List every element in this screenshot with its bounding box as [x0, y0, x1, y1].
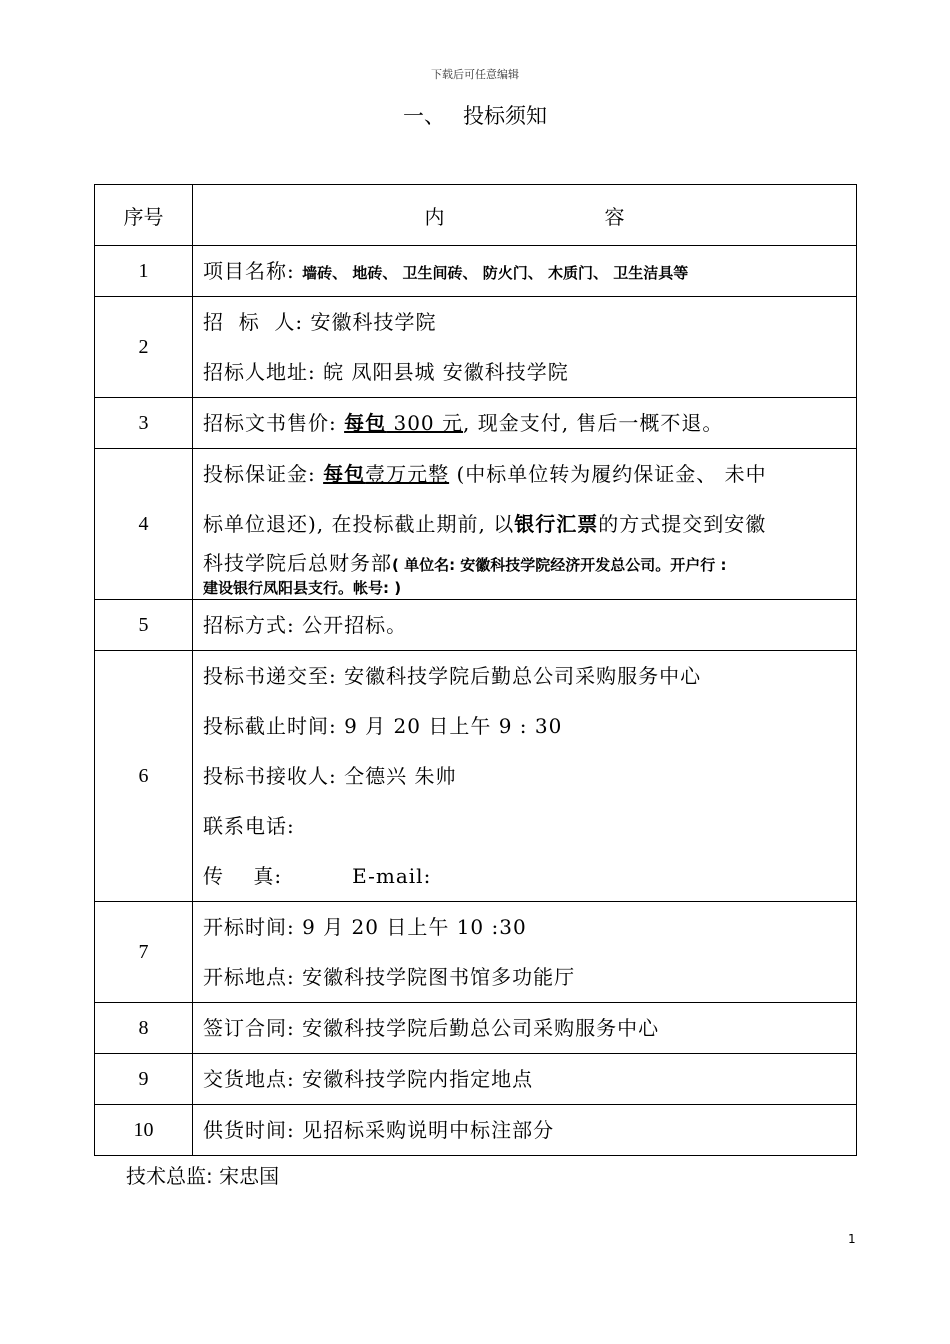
deposit-per-package: 每包: [323, 462, 366, 486]
header-content-label-b: 容: [604, 204, 625, 229]
tenderer-address: 招标人地址: 皖 凤阳县城 安徽科技学院: [203, 360, 569, 384]
row-number: 9: [95, 1054, 193, 1105]
email-label: E-mail:: [352, 864, 432, 888]
row-content: [193, 297, 857, 398]
deposit-terms-2a: 标单位退还), 在投标截止期前, 以: [203, 512, 515, 536]
header-content-label-a: 内: [424, 204, 445, 229]
row-number: 10: [95, 1105, 193, 1156]
header-serial-cell: [95, 185, 193, 246]
table-row: [95, 297, 857, 398]
row-number: 6: [95, 651, 193, 902]
deposit-terms: (中标单位转为履约保证金、 未中: [449, 462, 767, 486]
document-price-label: 招标文书售价:: [203, 411, 345, 435]
table-row: [95, 1003, 857, 1054]
table-row: [95, 600, 857, 651]
project-name-label: 项目名称:: [203, 259, 303, 283]
document-title: [0, 100, 950, 130]
delivery-location: 交货地点: 安徽科技学院内指定地点: [203, 1067, 534, 1091]
row-number: 1: [95, 246, 193, 297]
row-number: 5: [95, 600, 193, 651]
row-content: [193, 246, 857, 297]
contract-signing: 签订合同: 安徽科技学院后勤总公司采购服务中心: [203, 1016, 660, 1040]
header-content-cell: [193, 185, 857, 246]
supply-time: 供货时间: 见招标采购说明中标注部分: [203, 1118, 555, 1142]
page-number: 1: [848, 1232, 856, 1246]
deposit-label: 投标保证金:: [203, 462, 324, 486]
deposit-bank-draft: 银行汇票: [514, 512, 599, 536]
table-row: [95, 398, 857, 449]
contact-phone: 联系电话:: [203, 814, 295, 838]
row-number: 3: [95, 398, 193, 449]
row-content: [193, 1105, 857, 1156]
row-content: [193, 1054, 857, 1105]
row-content: [193, 902, 857, 1003]
table-row: [95, 902, 857, 1003]
table-row: [95, 449, 857, 600]
deposit-amount: 壹万元整: [365, 462, 450, 486]
table-row: [95, 246, 857, 297]
bid-submission-location: 投标书递交至: 安徽科技学院后勤总公司采购服务中心: [203, 664, 702, 688]
bidding-notice-table: [94, 184, 857, 1156]
technical-director-signoff: 技术总监: 宋忠国: [126, 1164, 280, 1188]
row-content: [193, 600, 857, 651]
project-name-value: 墙砖、 地砖、 卫生间砖、 防火门、 木质门、 卫生洁具等: [302, 264, 689, 282]
header-note: 下载后可任意编辑: [431, 68, 519, 81]
bid-deadline: 投标截止时间: 9 月 20 日上午 9 : 30: [203, 714, 563, 738]
row-number: 8: [95, 1003, 193, 1054]
title-text: 投标须知: [463, 104, 547, 128]
row-number: 4: [95, 449, 193, 600]
header-serial-label: 序号: [123, 206, 164, 229]
table-row: [95, 1054, 857, 1105]
table-row: [95, 651, 857, 902]
row-content: [193, 651, 857, 902]
title-number: 一、: [403, 104, 445, 128]
document-price-amount: 300 元: [386, 411, 463, 435]
bidding-method: 招标方式: 公开招标。: [203, 613, 408, 637]
deposit-terms-3: 科技学院后总财务部: [203, 551, 392, 575]
document-price-per-package: 每包: [344, 411, 387, 435]
opening-location: 开标地点: 安徽科技学院图书馆多功能厅: [203, 965, 576, 989]
row-content: [193, 1003, 857, 1054]
row-number: 7: [95, 902, 193, 1003]
row-number: 2: [95, 297, 193, 398]
deposit-account-info-2: 建设银行凤阳县支行。帐号: ): [203, 579, 402, 597]
fax-label: 传 真:: [203, 864, 283, 888]
table-row: [95, 1105, 857, 1156]
deposit-terms-2b: 的方式提交到安徽: [598, 512, 767, 536]
table-header-row: [95, 185, 857, 246]
tenderer: 招 标 人: 安徽科技学院: [203, 310, 437, 334]
row-content: [193, 398, 857, 449]
bid-receivers: 投标书接收人: 仝德兴 朱帅: [203, 764, 457, 788]
document-price-terms: , 现金支付, 售后一概不退。: [463, 411, 724, 435]
deposit-account-info: ( 单位名: 安徽科技学院经济开发总公司。开户行 :: [392, 556, 727, 574]
opening-time: 开标时间: 9 月 20 日上午 10 :30: [203, 915, 527, 939]
row-content: [193, 449, 857, 600]
